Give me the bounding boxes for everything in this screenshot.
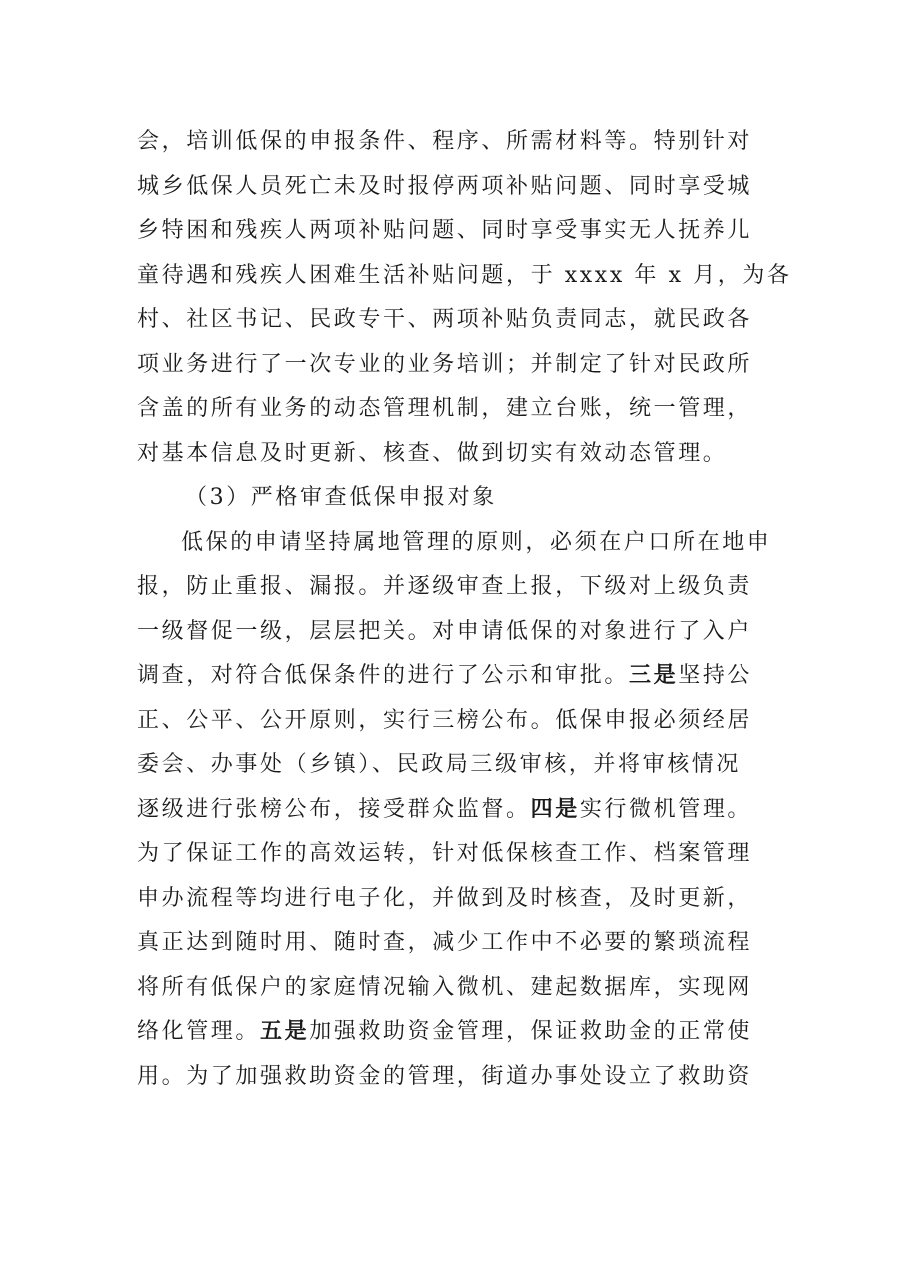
text-line: 委会、办事处（乡镇）、民政局三级审核，并将审核情况 <box>137 752 742 777</box>
body-text <box>137 120 792 1099</box>
text-line <box>137 788 777 833</box>
bold-marker: 三是 <box>629 663 679 688</box>
text-line: 对基本信息及时更新、核查、做到切实有效动态管理。 <box>137 440 728 466</box>
bold-marker: 五是 <box>260 1019 310 1044</box>
text-line: 城乡低保人员死亡未及时报停两项补贴问题、同时享受城 <box>137 173 753 199</box>
text-line: 童待遇和残疾人困难生活补贴问题，于 xxxx 年 x 月，为各 <box>137 262 792 288</box>
text-run: 逐级进行张榜公布，接受群众监督。 <box>137 796 531 822</box>
text-line: 低保的申请坚持属地管理的原则，必须在户口所在地申 <box>181 529 772 555</box>
text-line <box>137 1010 777 1055</box>
text-run: 络化管理。 <box>137 1019 261 1044</box>
text-line: 村、社区书记、民政专干、两项补贴负责同志，就民政各 <box>137 307 753 332</box>
text-line: 项业务进行了一次专业的业务培训；并制定了针对民政所 <box>137 351 753 377</box>
text-run: 加强救助资金管理，保证救助金的正常使 <box>309 1019 753 1044</box>
text-line: 含盖的所有业务的动态管理机制，建立台账，统一管理， <box>137 396 753 421</box>
text-run: 调查，对符合低保条件的进行了公示和审批。 <box>137 663 630 688</box>
text-line: 用。为了加强救助资金的管理，街道办事处设立了救助资 <box>137 1063 753 1089</box>
text-run: 坚持公 <box>678 663 753 688</box>
text-line: 一级督促一级，层层把关。对申请低保的对象进行了入户 <box>137 618 753 644</box>
text-line <box>137 654 777 699</box>
text-line: 申办流程等均进行电子化，并做到及时核查，及时更新， <box>137 885 753 911</box>
section-heading: （3）严格审查低保申报对象 <box>185 485 497 510</box>
text-run: 实行微机管理。 <box>579 796 753 822</box>
text-line: 报，防止重报、漏报。并逐级审查上报，下级对上级负责 <box>137 574 753 599</box>
text-line: 乡特困和残疾人两项补贴问题、同时享受事实无人抚养儿 <box>137 218 753 243</box>
text-line: 正、公平、公开原则，实行三榜公布。低保申报必须经居 <box>137 707 753 733</box>
text-line: 真正达到随时用、随时查，减少工作中不必要的繁琐流程 <box>137 930 753 955</box>
text-line: 为了保证工作的高效运转，针对低保核查工作、档案管理 <box>137 841 753 866</box>
text-line: 会，培训低保的申报条件、程序、所需材料等。特别针对 <box>137 129 753 154</box>
bold-marker: 四是 <box>530 796 580 822</box>
text-line: 将所有低保户的家庭情况输入微机、建起数据库，实现网 <box>137 974 753 1000</box>
